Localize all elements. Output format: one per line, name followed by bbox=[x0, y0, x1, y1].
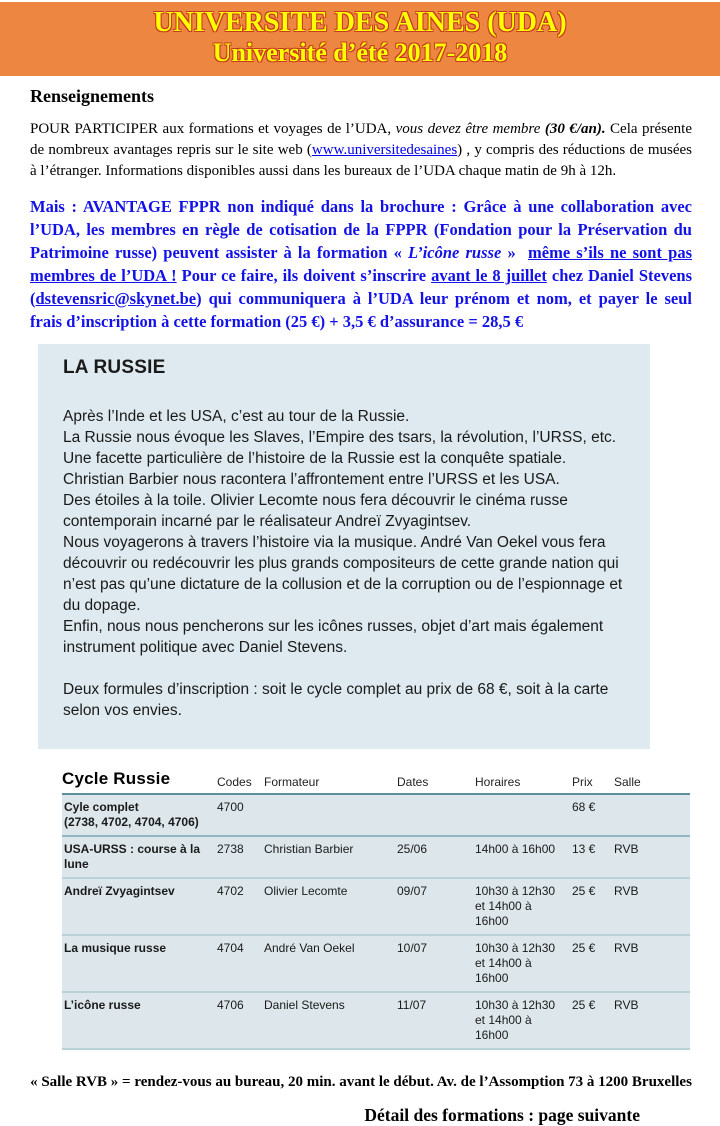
advantage-text-5: ) qui communiquera à l’UDA leur prénom et nom, et payer le seul frais d’inscription à cette formation (25 €) + 3,5 € d’assurance = 28,5 € bbox=[30, 289, 692, 331]
course-salle: RVB bbox=[614, 836, 690, 878]
intro-text-2: Cela présente de nombreux avantages repris sur le site web ( bbox=[30, 121, 692, 158]
summer-university-subtitle: Université d’été 2017-2018 bbox=[212, 38, 508, 67]
website-link[interactable]: www.universitedesaines bbox=[311, 142, 458, 158]
advantage-course-name-italic: L’icône russe bbox=[408, 243, 502, 262]
course-dates: 10/07 bbox=[397, 935, 475, 992]
course-formateur: Olivier Lecomte bbox=[264, 878, 397, 935]
russia-paragraph-3: Une facette particulière de l’histoire de la Russie est la conquête spatiale. Christian Barbier nous racontera l’affrontement entre l’URSS et les USA. bbox=[63, 450, 567, 488]
course-dates bbox=[397, 794, 475, 836]
russia-paragraph-4: Des étoiles à la toile. Olivier Lecomte nous fera découvrir le cinéma russe contemporain incarné par le réalisateur Andreï Zvyagintsev. bbox=[63, 492, 568, 530]
column-header-salle: Salle bbox=[614, 769, 690, 794]
header-banner bbox=[0, 2, 720, 76]
cycle-russie-table bbox=[62, 769, 690, 1050]
russia-info-box bbox=[38, 344, 650, 749]
advantage-text-2: » bbox=[501, 243, 529, 262]
course-horaires: 10h30 à 12h30 et 14h00 à 16h00 bbox=[475, 992, 572, 1049]
column-header-formateur: Formateur bbox=[264, 769, 397, 794]
course-prix: 13 € bbox=[572, 836, 614, 878]
next-page-note: Détail des formations : page suivante bbox=[364, 1105, 640, 1125]
russia-paragraph-6: Enfin, nous nous pencherons sur les icônes russes, objet d’art mais également instrument politique avec Daniel Stevens. bbox=[63, 618, 604, 656]
russia-box-spacer bbox=[63, 658, 625, 679]
course-code: 4702 bbox=[217, 878, 264, 935]
course-name: Andreï Zvyagintsev bbox=[62, 878, 217, 935]
course-dates: 09/07 bbox=[397, 878, 475, 935]
russia-paragraph-5: Nous voyagerons à travers l’histoire via la musique. André Van Oekel vous fera découvrir ou redécouvrir les plus grands compositeurs de cette grande nation qui n’est pas qu’une dictature de la collusion et de la corruption ou de l’espionnage et du dopage. bbox=[63, 534, 623, 614]
intro-paragraph bbox=[30, 119, 692, 182]
table-row bbox=[62, 878, 690, 935]
email-link[interactable]: dstevensric@skynet.be bbox=[35, 289, 197, 308]
course-prix: 25 € bbox=[572, 878, 614, 935]
advantage-deadline-underline: avant le 8 juillet bbox=[431, 266, 547, 285]
advantage-text-3: Pour ce faire, ils doivent s’inscrire bbox=[176, 266, 432, 285]
course-dates: 11/07 bbox=[397, 992, 475, 1049]
advantage-text-1: Mais : AVANTAGE FPPR non indiqué dans la brochure : Grâce à une collaboration avec l’UDA, les membres en règle de cotisation de la FPPR (Fondation pour la Préservation du Patrimoine russe) peuvent assister à la formation « bbox=[30, 197, 692, 262]
university-title: UNIVERSITE DES AINES (UDA) bbox=[153, 7, 567, 38]
russia-pricing-paragraph: Deux formules d’inscription : soit le cycle complet au prix de 68 €, soit à la carte selon vos envies. bbox=[63, 681, 609, 719]
russia-paragraph-2: La Russie nous évoque les Slaves, l’Empire des tsars, la révolution, l’URSS, etc. bbox=[63, 429, 617, 446]
course-prix: 25 € bbox=[572, 992, 614, 1049]
page-title: Renseignements bbox=[30, 86, 154, 106]
intro-membership-italic: vous devez être membre bbox=[395, 121, 545, 137]
course-name: L’icône russe bbox=[62, 992, 217, 1049]
course-name-codes: (2738, 4702, 4704, 4706) bbox=[64, 815, 199, 829]
course-horaires: 10h30 à 12h30 et 14h00 à 16h00 bbox=[475, 935, 572, 992]
fppr-advantage-paragraph bbox=[30, 195, 692, 333]
advantage-nonmember-underline: même s’ils ne sont pas membres de l’UDA ! bbox=[30, 243, 692, 285]
intro-text-1: POUR PARTICIPER aux formations et voyages de l’UDA, bbox=[30, 121, 396, 137]
course-prix: 25 € bbox=[572, 935, 614, 992]
table-row bbox=[62, 794, 690, 836]
column-header-prix: Prix bbox=[572, 769, 614, 794]
table-header-row bbox=[62, 769, 690, 794]
course-formateur: André Van Oekel bbox=[264, 935, 397, 992]
course-horaires: 14h00 à 16h00 bbox=[475, 836, 572, 878]
course-code: 4700 bbox=[217, 794, 264, 836]
course-name: USA-URSS : course à la lune bbox=[62, 836, 217, 878]
course-salle: RVB bbox=[614, 992, 690, 1049]
table-row bbox=[62, 836, 690, 878]
table-title: Cycle Russie bbox=[62, 769, 217, 794]
russia-paragraph-1: Après l’Inde et les USA, c’est au tour de la Russie. bbox=[63, 408, 410, 425]
column-header-horaires: Horaires bbox=[475, 769, 572, 794]
course-formateur: Christian Barbier bbox=[264, 836, 397, 878]
course-salle: RVB bbox=[614, 878, 690, 935]
intro-text-3: ) , y compris des réductions de musées à l’étranger. Informations disponibles aussi dans les bureaux de l’UDA chaque matin de 9h à 12h. bbox=[30, 142, 692, 179]
course-formateur: Daniel Stevens bbox=[264, 992, 397, 1049]
page-content bbox=[30, 86, 692, 1126]
course-dates: 25/06 bbox=[397, 836, 475, 878]
table-row bbox=[62, 992, 690, 1049]
course-salle bbox=[614, 794, 690, 836]
russia-box-title: LA RUSSIE bbox=[63, 357, 166, 378]
course-salle: RVB bbox=[614, 935, 690, 992]
advantage-text-4: chez Daniel Stevens ( bbox=[30, 266, 692, 308]
course-code: 4704 bbox=[217, 935, 264, 992]
column-header-dates: Dates bbox=[397, 769, 475, 794]
course-name: Cyle complet bbox=[64, 800, 139, 814]
course-horaires bbox=[475, 794, 572, 836]
table-row bbox=[62, 935, 690, 992]
course-formateur bbox=[264, 794, 397, 836]
column-header-codes: Codes bbox=[217, 769, 264, 794]
salle-rvb-note: « Salle RVB » = rendez-vous au bureau, 20 min. avant le début. Av. de l’Assomption 73 à 1200 Bruxelles bbox=[30, 1074, 692, 1090]
course-prix: 68 € bbox=[572, 794, 614, 836]
course-code: 4706 bbox=[217, 992, 264, 1049]
course-name: La musique russe bbox=[62, 935, 217, 992]
course-code: 2738 bbox=[217, 836, 264, 878]
course-horaires: 10h30 à 12h30 et 14h00 à 16h00 bbox=[475, 878, 572, 935]
intro-price-bold: (30 €/an). bbox=[544, 121, 606, 137]
